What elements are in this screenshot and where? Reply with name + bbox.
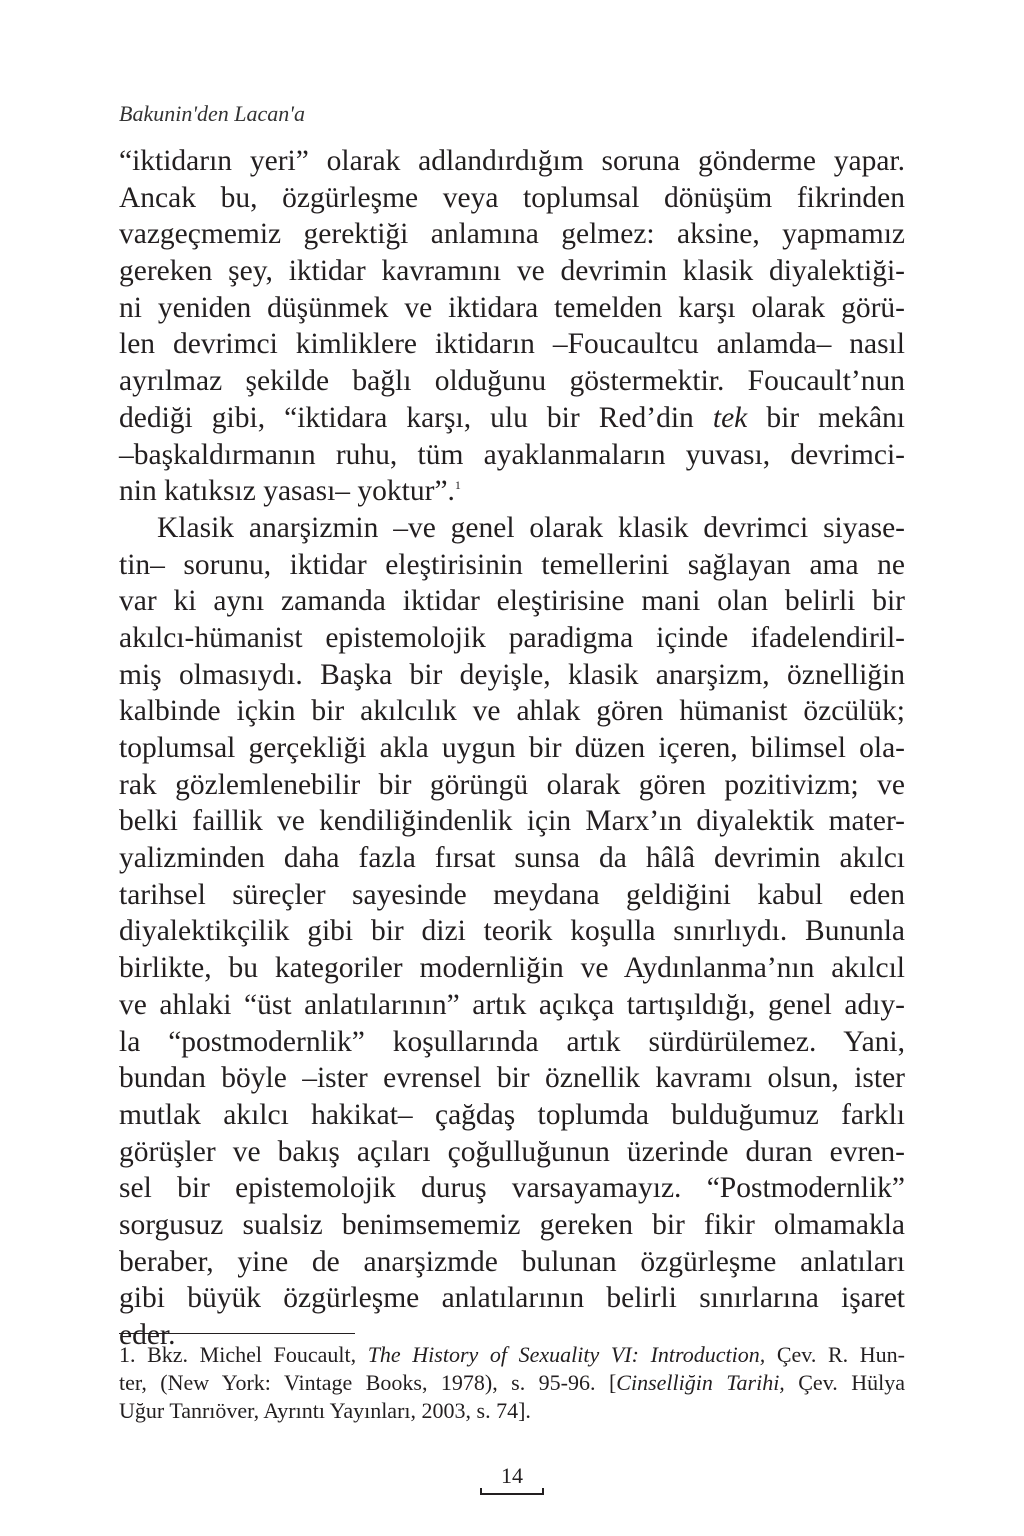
text-line: “iktidarın yeri” olarak adlandırdığım soruna gönderme yapar. (119, 145, 905, 177)
text-line: sel bir epistemolojik duruş varsayamayız. “Postmodernlik” (119, 1172, 905, 1205)
running-head: Bakunin'den Lacan'a (119, 101, 305, 126)
footnote-line: Uğur Tanrıöver, Ayrıntı Yayınları, 2003, s. 74]. (119, 1398, 531, 1423)
page-number: 14 (501, 1463, 523, 1488)
text-span: 1. Bkz. Michel Foucault, (119, 1342, 368, 1367)
text-line: eder. (119, 1319, 176, 1351)
text-line: belki faillik ve kendiliğindenlik için Marx’ın diyalektik mater- (119, 805, 905, 838)
text-line: tin– sorunu, iktidar eleştirisinin temellerini sağlayan ama ne (119, 548, 905, 581)
text-span: bir mekânı (747, 401, 905, 434)
emphasis-text: Cinselliğin Tarihi, (616, 1370, 785, 1395)
footnote-divider (119, 1333, 355, 1334)
text-line: ve ahlaki “üst anlatılarının” artık açıkça tartışıldığı, genel adıy- (119, 988, 905, 1021)
emphasis-text: The History of Sexuality VI: Introduction, (367, 1342, 766, 1367)
body-text (119, 143, 905, 1354)
text-line: Ancak bu, özgürleşme veya toplumsal dönüşüm fikrinden (119, 181, 905, 214)
text-line: bundan böyle –ister evrensel bir öznellik kavramı olsun, ister (119, 1062, 905, 1095)
footnote-line (119, 1341, 905, 1369)
text-line: gereken şey, iktidar kavramını ve devrimin klasik diyalektiği- (119, 255, 905, 288)
text-line: –başkaldırmanın ruhu, tüm ayaklanmaların yuvası, devrimci- (119, 438, 905, 471)
text-line: kalbinde içkin bir akılcılık ve ahlak gören hümanist özcülük; (119, 695, 905, 728)
text-line: len devrimci kimliklere iktidarın –Foucaultcu anlamda– nasıl (119, 328, 905, 361)
text-line: var ki aynı zamanda iktidar eleştirisine mani olan belirli bir (119, 585, 905, 618)
text-line: tarihsel süreçler sayesinde meydana geldiğini kabul eden (119, 878, 905, 911)
text-line: miş olmasıydı. Başka bir deyişle, klasik anarşizm, öznelliğin (119, 658, 905, 691)
page-number-ornament (480, 1488, 544, 1495)
text-line: görüşler ve bakış açıları çoğulluğunun üzerinde duran evren- (119, 1135, 905, 1168)
text-line: diyalektikçilik gibi bir dizi teorik koşulla sınırlıydı. Bununla (119, 915, 905, 948)
text-line: mutlak akılcı hakikat– çağdaş toplumda bulduğumuz farklı (119, 1098, 905, 1131)
text-span: ter, (New York: Vintage Books, 1978), s. 95-96. [ (119, 1370, 617, 1395)
text-line: rak gözlemlenebilir bir görüngü olarak gören pozitivizm; ve (119, 768, 905, 801)
text-line: gibi büyük özgürleşme anlatılarının belirli sınırlarına işaret (119, 1282, 905, 1315)
text-line: beraber, yine de anarşizmde bulunan özgürleşme anlatıları (119, 1245, 905, 1278)
text-span: Çev. R. Hun- (765, 1342, 905, 1367)
text-line: Klasik anarşizmin –ve genel olarak klasik devrimci siyase- (157, 511, 905, 544)
text-line: la “postmodernlik” koşullarında artık sürdürülemez. Yani, (119, 1025, 905, 1058)
emphasis-text: tek (712, 401, 748, 434)
text-line: akılcı-hümanist epistemolojik paradigma içinde ifadelendiril- (119, 621, 905, 654)
text-line: birlikte, bu kategoriler modernliğin ve Aydınlanma’nın akılcıl (119, 952, 905, 985)
text-line: vazgeçmemiz gerektiği anlamına gelmez: aksine, yapmamız (119, 218, 905, 251)
text-line (119, 400, 905, 437)
footnote (119, 1341, 905, 1425)
text-line: ayrılmaz şekilde bağlı olduğunu göstermektir. Foucault’nun (119, 365, 905, 398)
text-line: sorgusuz sualsiz benimsememiz gereken bir fikir olmamakla (119, 1208, 905, 1241)
text-line: yalizminden daha fazla fırsat sunsa da hâlâ devrimin akılcı (119, 842, 905, 875)
text-span: nin katıksız yasası– yoktur”. (119, 475, 455, 508)
text-span: Çev. Hülya (784, 1370, 905, 1395)
text-span: dediği gibi, “iktidara karşı, ulu bir Red’din (119, 401, 713, 434)
text-line: toplumsal gerçekliği akla uygun bir düzen içeren, bilimsel ola- (119, 732, 905, 764)
footnote-marker: 1 (454, 478, 461, 493)
text-line: ni yeniden düşünmek ve iktidara temelden karşı olarak görü- (119, 291, 905, 324)
text-line (119, 473, 905, 510)
footnote-line (119, 1369, 905, 1397)
